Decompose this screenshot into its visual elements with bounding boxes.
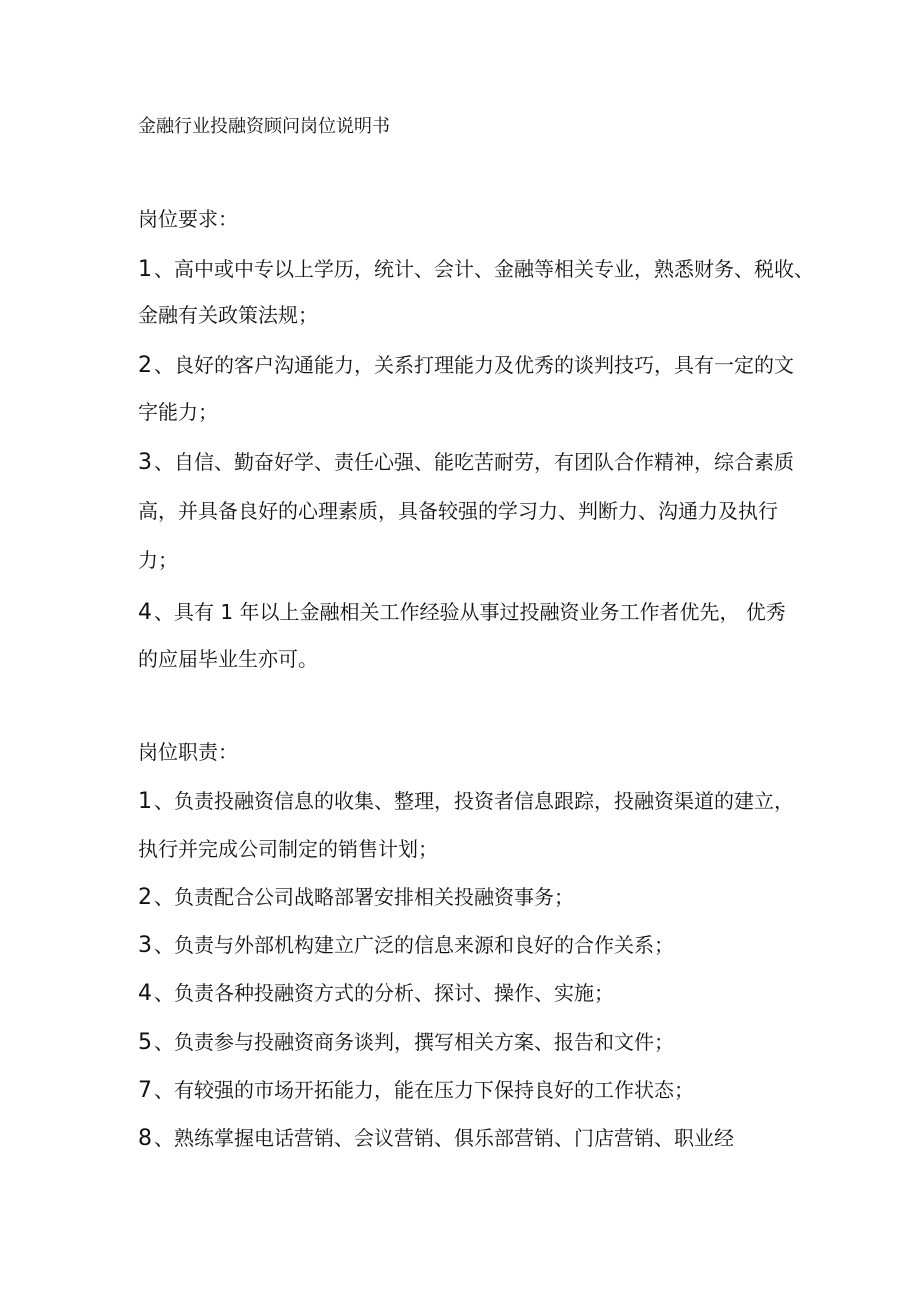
requirement-item-3-text: 、自信、勤奋好学、责任心强、能吃苦耐劳，有团队合作精神，综合素质 [154, 450, 794, 474]
requirement-item-3-line-3: 力； [138, 548, 178, 572]
duty-item-8-text: 、熟练掌握电话营销、会议营销、俱乐部营销、门店营销、职业经 [154, 1126, 734, 1150]
duty-item-7-text: 、有较强的市场开拓能力，能在压力下保持良好的工作状态； [154, 1078, 694, 1102]
duty-item-8 [138, 1125, 734, 1151]
duty-item-5-number: 5 [138, 1030, 152, 1055]
requirement-item-2-line-1 [138, 352, 794, 378]
duty-item-1-line-2: 执行并完成公司制定的销售计划； [138, 837, 438, 861]
requirement-item-2-line-2: 字能力； [138, 400, 218, 424]
document-title: 金融行业投融资顾问岗位说明书 [138, 116, 390, 137]
duty-item-4-number: 4 [138, 981, 152, 1006]
duty-item-3-number: 3 [138, 933, 152, 958]
requirement-item-4-line-1 [138, 599, 786, 625]
duty-item-2 [138, 884, 574, 910]
duty-item-4 [138, 980, 614, 1006]
requirement-item-4-text: 、具有 1 年以上金融相关工作经验从事过投融资业务工作者优先， 优秀 [154, 600, 786, 624]
requirement-item-2-text: 、良好的客户沟通能力，关系打理能力及优秀的谈判技巧，具有一定的文 [154, 353, 794, 377]
duty-item-8-number: 8 [138, 1126, 152, 1151]
requirement-item-1-text: 、高中或中专以上学历，统计、会计、金融等相关专业，熟悉财务、税收、 [154, 257, 814, 281]
requirement-item-3-line-1 [138, 449, 794, 475]
duty-item-5 [138, 1029, 674, 1055]
duty-item-1-text: 、负责投融资信息的收集、整理，投资者信息跟踪，投融资渠道的建立， [154, 789, 794, 813]
duty-item-7 [138, 1077, 694, 1103]
requirement-item-4-line-2: 的应届毕业生亦可。 [138, 647, 318, 671]
duty-item-1-number: 1 [138, 789, 152, 814]
duty-item-2-text: 、负责配合公司战略部署安排相关投融资事务； [154, 885, 574, 909]
requirements-heading: 岗位要求： [138, 207, 238, 231]
duty-item-7-number: 7 [138, 1078, 152, 1103]
duty-item-2-number: 2 [138, 885, 152, 910]
requirement-item-1-line-2: 金融有关政策法规； [138, 303, 318, 327]
duties-heading: 岗位职责： [138, 740, 238, 764]
duty-item-5-text: 、负责参与投融资商务谈判，撰写相关方案、报告和文件； [154, 1030, 674, 1054]
requirement-item-1-line-1 [138, 256, 814, 282]
requirement-item-1-number: 1 [138, 257, 152, 282]
requirement-item-4-number: 4 [138, 600, 152, 625]
duty-item-1-line-1 [138, 788, 794, 814]
duty-item-3-text: 、负责与外部机构建立广泛的信息来源和良好的合作关系； [154, 933, 674, 957]
duty-item-4-text: 、负责各种投融资方式的分析、探讨、操作、实施； [154, 981, 614, 1005]
requirement-item-3-number: 3 [138, 450, 152, 475]
requirement-item-3-line-2: 高，并具备良好的心理素质，具备较强的学习力、判断力、沟通力及执行 [138, 499, 778, 523]
duty-item-3 [138, 932, 674, 958]
requirement-item-2-number: 2 [138, 353, 152, 378]
